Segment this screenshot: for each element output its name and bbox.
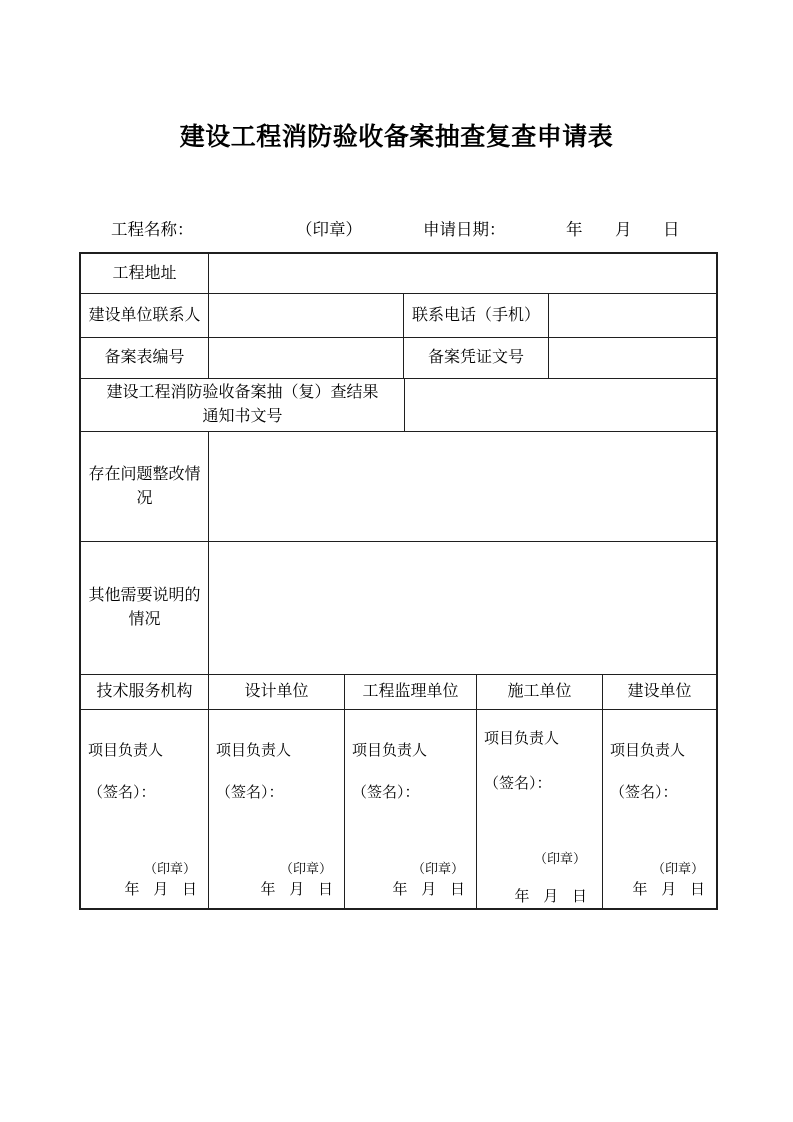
unit-header-tech-service: 技术服务机构 bbox=[81, 675, 209, 709]
manager-label: 项目负责人 bbox=[352, 743, 428, 759]
manager-label: 项目负责人 bbox=[216, 743, 292, 759]
manager-label: 项目负责人 bbox=[610, 743, 686, 759]
date-label: 年 月 日 bbox=[260, 882, 334, 898]
seal-label: （印章） bbox=[533, 851, 586, 866]
day-label: 日 bbox=[663, 220, 680, 239]
project-name-label: 工程名称： bbox=[111, 220, 194, 239]
manager-label: 项目负责人 bbox=[484, 731, 560, 747]
seal-label: （印章） bbox=[143, 861, 196, 876]
month-label: 月 bbox=[615, 220, 632, 239]
seal-label: （印章） bbox=[651, 861, 704, 876]
seal-label: （印章） bbox=[411, 861, 464, 876]
apply-date-label: 申请日期： bbox=[423, 220, 506, 239]
application-form-table bbox=[79, 252, 718, 910]
contact-phone-input[interactable] bbox=[549, 294, 716, 337]
unit-header-supervision: 工程监理单位 bbox=[345, 675, 477, 709]
notice-doc-no-label: 建设工程消防验收备案抽（复）查结果通知书文号 bbox=[81, 379, 405, 431]
filing-form-no-input[interactable] bbox=[209, 338, 404, 378]
notice-doc-no-input[interactable] bbox=[405, 379, 716, 431]
contact-person-label: 建设单位联系人 bbox=[81, 294, 209, 337]
row-unit-headers bbox=[81, 675, 716, 710]
date-label: 年 月 日 bbox=[632, 882, 706, 898]
other-notes-input[interactable] bbox=[209, 542, 716, 674]
signature-cell-client[interactable] bbox=[603, 710, 716, 908]
year-label: 年 bbox=[566, 220, 583, 239]
rectification-label: 存在问题整改情况 bbox=[81, 432, 209, 541]
other-notes-label: 其他需要说明的情况 bbox=[81, 542, 209, 674]
header-seal-label: （印章） bbox=[296, 220, 362, 239]
row-other-notes bbox=[81, 542, 716, 675]
filing-form-no-label: 备案表编号 bbox=[81, 338, 209, 378]
signature-cell-tech-service[interactable] bbox=[81, 710, 209, 908]
sign-label: （签名）： bbox=[352, 785, 420, 801]
filing-cert-no-input[interactable] bbox=[549, 338, 716, 378]
form-header-line bbox=[79, 216, 718, 242]
signature-cell-supervision[interactable] bbox=[345, 710, 477, 908]
unit-header-construction: 施工单位 bbox=[477, 675, 603, 709]
signature-cell-construction[interactable] bbox=[477, 710, 603, 908]
date-label: 年 月 日 bbox=[392, 882, 466, 898]
sign-label: （签名）： bbox=[610, 785, 678, 801]
rectification-input[interactable] bbox=[209, 432, 716, 541]
unit-header-design: 设计单位 bbox=[209, 675, 345, 709]
seal-label: （印章） bbox=[279, 861, 332, 876]
filing-cert-no-label: 备案凭证文号 bbox=[404, 338, 549, 378]
project-address-label: 工程地址 bbox=[81, 254, 209, 293]
row-project-address bbox=[81, 254, 716, 294]
manager-label: 项目负责人 bbox=[88, 743, 164, 759]
row-notice-doc bbox=[81, 379, 716, 432]
page-title: 建设工程消防验收备案抽查复查申请表 bbox=[179, 124, 614, 151]
contact-person-input[interactable] bbox=[209, 294, 404, 337]
project-address-input[interactable] bbox=[209, 254, 716, 293]
date-label: 年 月 日 bbox=[124, 882, 198, 898]
row-rectification bbox=[81, 432, 716, 542]
sign-label: （签名）： bbox=[88, 785, 156, 801]
row-filing-numbers bbox=[81, 338, 716, 379]
date-label: 年 月 日 bbox=[514, 889, 588, 905]
contact-phone-label: 联系电话（手机） bbox=[404, 294, 549, 337]
sign-label: （签名）： bbox=[484, 776, 552, 792]
sign-label: （签名）： bbox=[216, 785, 284, 801]
row-signatures bbox=[81, 710, 716, 908]
row-contact bbox=[81, 294, 716, 338]
signature-cell-design[interactable] bbox=[209, 710, 345, 908]
unit-header-client: 建设单位 bbox=[627, 683, 692, 700]
